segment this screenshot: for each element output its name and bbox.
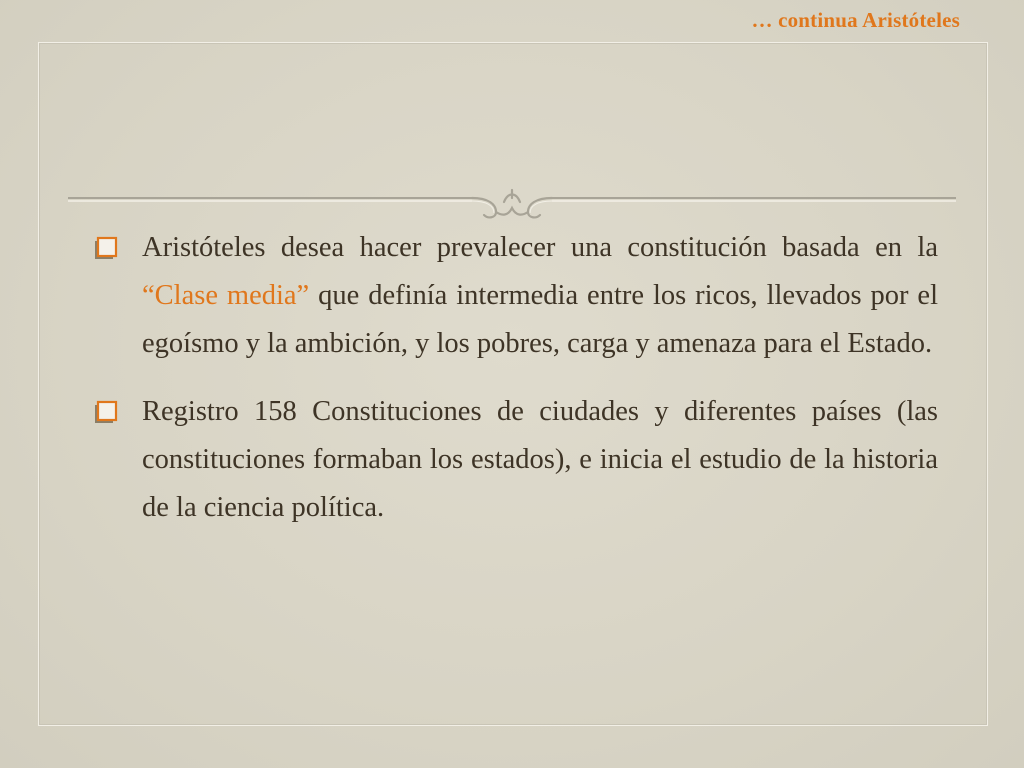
bullet-item xyxy=(92,224,938,368)
checkbox-bullet-icon xyxy=(92,399,120,427)
highlight-text: “Clase media” xyxy=(142,280,310,311)
slide-body xyxy=(92,224,938,552)
checkbox-bullet-icon xyxy=(92,235,120,263)
bullet-text: Registro 158 Constituciones de ciudades y diferentes países (las constituciones formaban los estados), e inicia el estudio de la historia de la ciencia política. xyxy=(142,396,938,523)
bullet-text: que definía intermedia entre los ricos, llevados por el egoísmo y la ambición, y los pobres, carga y amenaza para el Estado. xyxy=(142,280,938,359)
bullet-item xyxy=(92,388,938,532)
divider-ornament xyxy=(68,182,956,222)
bullet-text: Aristóteles desea hacer prevalecer una constitución basada en la xyxy=(142,232,938,263)
slide-header-title: … continua Aristóteles xyxy=(751,8,960,32)
